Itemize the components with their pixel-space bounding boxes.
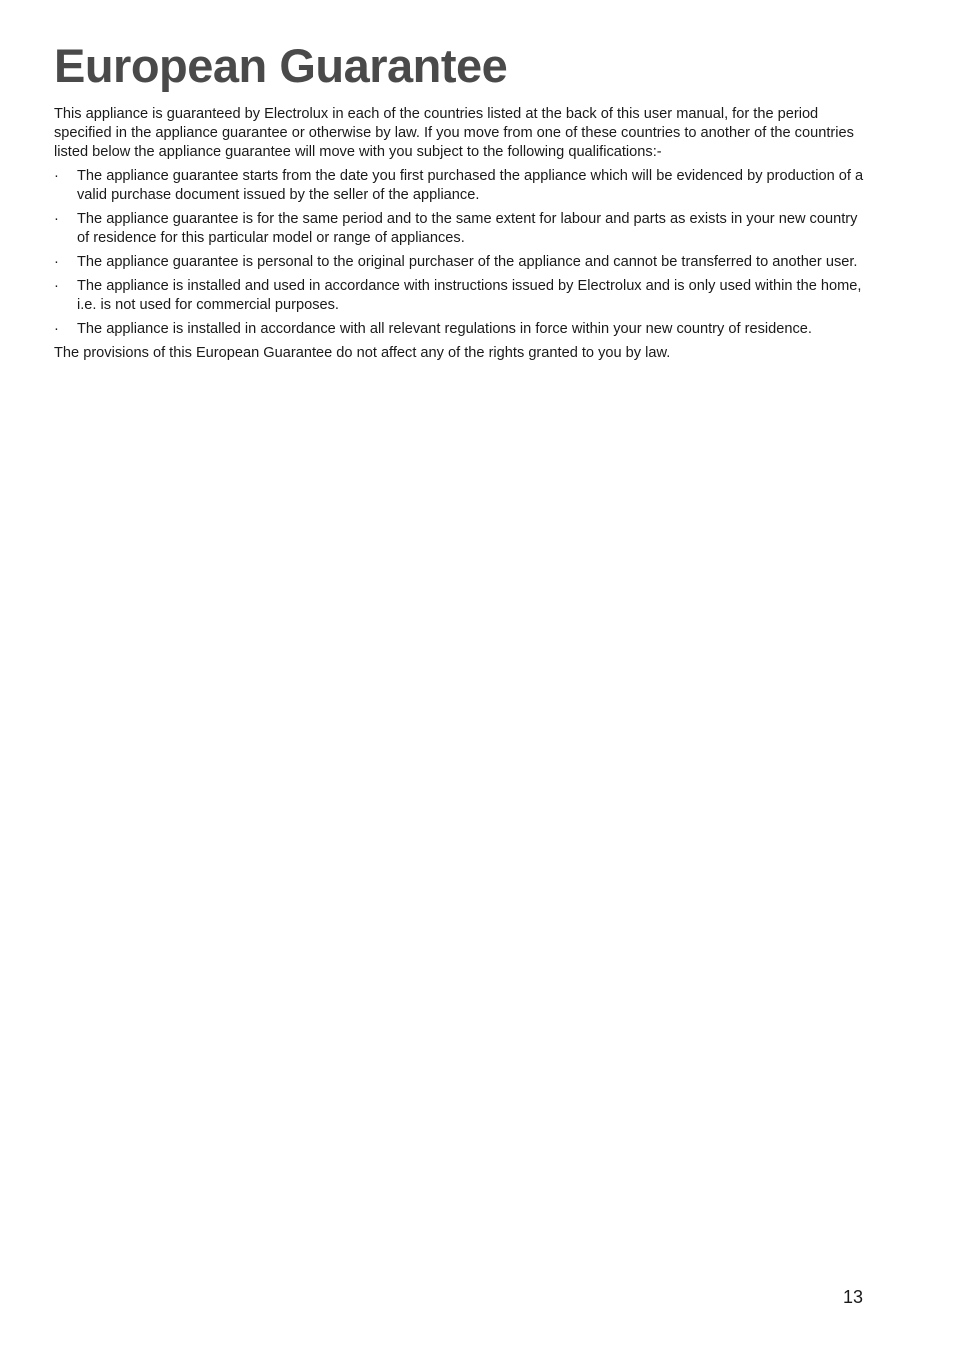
bullet-icon: · [54, 254, 59, 270]
list-item [54, 210, 864, 248]
list-item [54, 253, 864, 272]
bullet-icon: · [54, 211, 59, 227]
list-item-text: The appliance guarantee starts from the date you first purchased the appliance which will be evidenced by production of a valid purchase document issued by the seller of the appliance. [77, 168, 864, 203]
list-item [54, 277, 864, 315]
bullet-icon: · [54, 321, 59, 337]
qualifications-list [54, 167, 864, 339]
list-item [54, 320, 864, 339]
bullet-icon: · [54, 278, 59, 294]
intro-paragraph: This appliance is guaranteed by Electrolux in each of the countries listed at the back of this user manual, for the period specified in the appliance guarantee or otherwise by law. If you move from one of these countries to another of the countries listed below the appliance guarantee will move with you subject to the following qualifications:- [54, 106, 854, 160]
guarantee-body [54, 105, 864, 363]
bullet-icon: · [54, 168, 59, 184]
list-item-text: The appliance is installed and used in accordance with instructions issued by Electrolux and is only used within the home, i.e. is not used for commercial purposes. [77, 278, 862, 313]
page-number: 13 [842, 1287, 863, 1307]
list-item-text: The appliance guarantee is personal to the original purchaser of the appliance and cannot be transferred to another user. [77, 254, 858, 270]
list-item-text: The appliance is installed in accordance with all relevant regulations in force within your new country of residence. [77, 321, 812, 337]
list-item-text: The appliance guarantee is for the same period and to the same extent for labour and parts as exists in your new country of residence for this particular model or range of appliances. [77, 211, 858, 246]
page-title: European Guarantee [54, 39, 508, 92]
closing-paragraph: The provisions of this European Guarantee do not affect any of the rights granted to you by law. [54, 345, 671, 361]
list-item [54, 167, 864, 205]
